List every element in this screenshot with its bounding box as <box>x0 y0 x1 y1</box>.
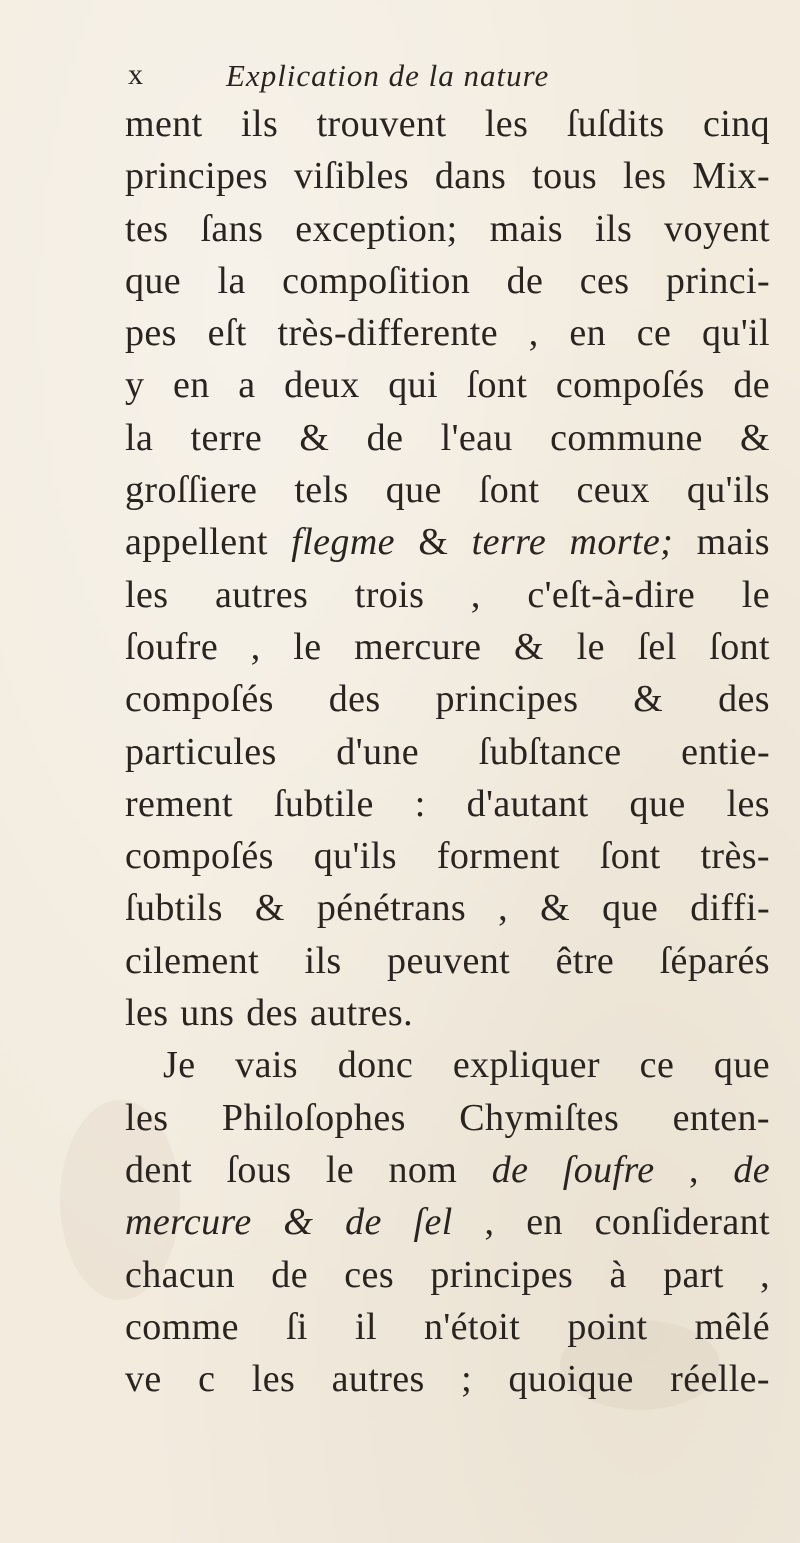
body-text <box>125 98 770 1405</box>
text-line: les Philoſophes Chymiſtes enten- <box>125 1096 770 1139</box>
text-run: , <box>688 1148 699 1191</box>
text-line: Je vais donc expliquer ce que <box>163 1044 770 1087</box>
running-title: Explication de la nature <box>226 58 550 93</box>
text-line: ſoufre , le mercure & le ſel ſont <box>125 625 770 668</box>
text-line <box>125 1196 770 1248</box>
text-line: y en a deux qui ſont compoſés de <box>125 364 770 407</box>
italic-term: de ſoufre <box>491 1148 655 1191</box>
italic-term: terre morte; <box>471 521 674 564</box>
text-line: pes eſt très-differente , en ce qu'il <box>125 312 770 355</box>
text-line: la terre & de l'eau commune & <box>125 416 770 459</box>
text-line: cilement ils peuvent être ſéparés <box>125 939 770 982</box>
text-line: les uns des autres. <box>125 992 413 1035</box>
text-run: dent ſous le nom <box>125 1148 458 1191</box>
text-line: que la compoſition de ces princi- <box>125 259 770 302</box>
text-line: les autres trois , c'eſt-à-dire le <box>125 573 770 616</box>
text-line: compoſés qu'ils forment ſont très- <box>125 835 770 878</box>
text-line: chacun de ces principes à part , <box>125 1253 770 1296</box>
page-number: x <box>128 58 144 91</box>
text-line: ſubtils & pénétrans , & que diffi- <box>125 887 770 930</box>
text-line <box>125 1144 770 1196</box>
text-run: , en conſiderant <box>484 1201 770 1244</box>
page-header <box>128 58 688 98</box>
text-line: rement ſubtile : d'autant que les <box>125 782 770 825</box>
text-run: mais <box>696 521 770 564</box>
text-run: & <box>418 521 449 564</box>
text-line: compoſés des principes & des <box>125 678 770 721</box>
italic-term: de <box>733 1148 770 1191</box>
italic-term: mercure & de ſel <box>125 1201 453 1244</box>
text-line: tes ſans exception; mais ils voyent <box>125 207 770 250</box>
text-line: particules d'une ſubſtance entie- <box>125 730 770 773</box>
text-run: appellent <box>125 521 268 564</box>
text-line: groſſiere tels que ſont ceux qu'ils <box>125 469 770 512</box>
text-line: principes viſibles dans tous les Mix- <box>125 155 770 198</box>
text-line: ve c les autres ; quoique réelle- <box>125 1358 770 1401</box>
text-line <box>125 516 770 568</box>
text-line: comme ſi il n'étoit point mêlé <box>125 1305 770 1348</box>
text-line: ment ils trouvent les ſuſdits cinq <box>125 103 770 145</box>
italic-term: flegme <box>291 521 395 564</box>
